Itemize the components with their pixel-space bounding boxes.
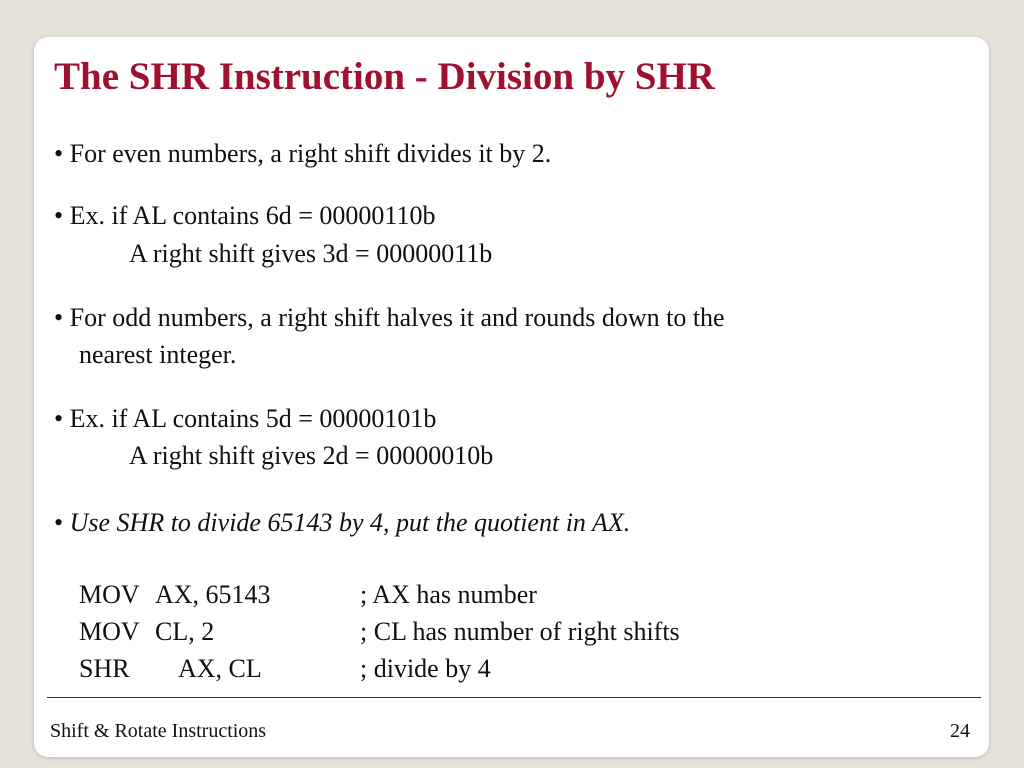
code-line-1-op: MOV — [79, 580, 140, 609]
bullet-example-odd: • Ex. if AL contains 5d = 00000101b — [54, 404, 437, 433]
bullet-marker: • — [54, 508, 64, 537]
page-number: 24 — [950, 720, 970, 742]
code-line-3-op: SHR — [79, 654, 130, 683]
code-line-1-comment: ; AX has number — [360, 580, 537, 609]
bullet-odd-numbers-continued: nearest integer. — [79, 340, 237, 369]
bullet-even-numbers: • For even numbers, a right shift divides it by 2. — [54, 139, 552, 168]
code-line-2-comment: ; CL has number of right shifts — [360, 617, 680, 646]
code-line-3-comment: ; divide by 4 — [360, 654, 491, 683]
bullet-odd-numbers: • For odd numbers, a right shift halves it and rounds down to the — [54, 303, 725, 332]
example-even-result: A right shift gives 3d = 00000011b — [129, 239, 493, 268]
task-text: Use SHR to divide 65143 by 4, put the quotient in AX. — [69, 508, 631, 537]
bullet-task — [54, 505, 630, 541]
code-line-3-args: AX, CL — [178, 654, 262, 683]
code-line-2-args: CL, 2 — [155, 617, 215, 646]
example-odd-result: A right shift gives 2d = 00000010b — [129, 441, 494, 470]
footer-divider — [47, 697, 981, 698]
code-line-1-args: AX, 65143 — [155, 580, 271, 609]
bullet-example-even: • Ex. if AL contains 6d = 00000110b — [54, 201, 436, 230]
code-line-2-op: MOV — [79, 617, 140, 646]
slide-title: The SHR Instruction - Division by SHR — [54, 55, 715, 98]
footer-title: Shift & Rotate Instructions — [50, 720, 267, 742]
